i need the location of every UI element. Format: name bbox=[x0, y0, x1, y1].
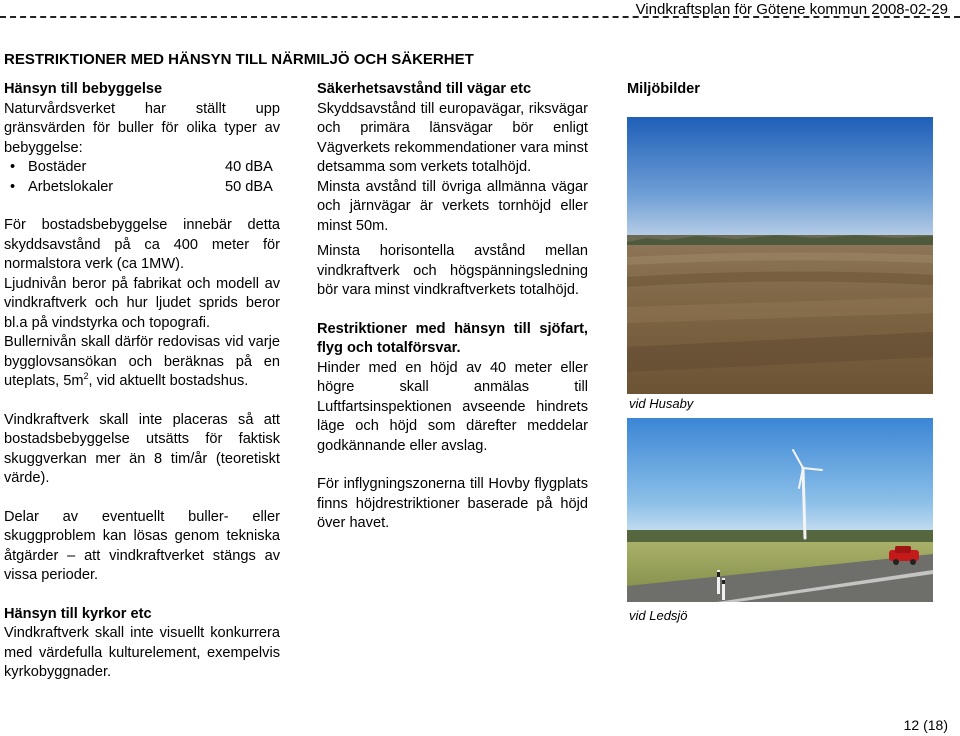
column-left bbox=[4, 80, 280, 683]
list-item bbox=[4, 158, 280, 178]
list-item-value: 40 dBA bbox=[225, 159, 273, 175]
paragraph-tekniska-atgarder: Delar av eventuellt buller- eller skuggproblem kan lösas genom tekniska åtgärder – att vindkraftverket stängs av vissa perioder. bbox=[4, 508, 280, 583]
paragraph-intro: Naturvårdsverket har ställt upp gränsvärden för buller för olika typer av bebyggelse: bbox=[4, 100, 280, 156]
list-item bbox=[4, 178, 280, 198]
photo-caption-husaby: vid Husaby bbox=[629, 396, 694, 411]
list-item-label: Arbetslokaler bbox=[28, 178, 114, 195]
paragraph-bullerniva: Bullernivån skall därför redovisas vid varje bygglovsansökan och beräknas på en uteplats, $5m^2$, vid aktuellt bostadshus. bbox=[4, 334, 280, 389]
paragraph-luftfartsinspektionen: Hinder med en höjd av 40 meter eller högre skall anmälas till Luftfartsinspektionen avseende hindrets läge och höjd som därefter meddelar godkännande eller avslag. bbox=[317, 359, 588, 454]
page-title: RESTRIKTIONER MED HÄNSYN TILL NÄRMILJÖ OCH SÄKERHET bbox=[4, 51, 474, 68]
noise-limits-list bbox=[4, 158, 280, 197]
list-item-label: Bostäder bbox=[28, 159, 87, 175]
section-heading-sakerhetsavstand: Säkerhetsavstånd till vägar etc bbox=[317, 81, 532, 97]
document-header-title: Vindkraftsplan för Götene kommun 2008-02-29 bbox=[635, 1, 948, 18]
column-right bbox=[627, 80, 933, 100]
column-middle bbox=[317, 80, 588, 534]
paragraph-allmanna-vagar: Minsta avstånd till övriga allmänna vägar och järnvägar är verkets tornhöjd eller minst 50m. bbox=[317, 178, 588, 234]
wind-turbine-photo-ledsjo bbox=[627, 418, 933, 602]
paragraph-kyrkor: Vindkraftverk skall inte visuellt konkurrera med värdefulla kulturelement, exempelvis kyrkobyggnader. bbox=[4, 625, 280, 680]
paragraph-skyddsavstand: För bostadsbebyggelse innebär detta skyddsavstånd på ca 400 meter för normalstora verk (ca 1MW). bbox=[4, 217, 280, 272]
section-heading-kyrkor: Hänsyn till kyrkor etc bbox=[4, 605, 152, 622]
paragraph-skuggverkan: Vindkraftverk skall inte placeras så att bostadsbebyggelse utsätts för faktisk skuggverkan mer än 8 tim/år (teoretiskt värde). bbox=[4, 411, 280, 486]
section-heading-sjofart-flyg: Restriktioner med hänsyn till sjöfart, flyg och totalförsvar. bbox=[317, 320, 588, 356]
photo-caption-ledsjo: vid Ledsjö bbox=[629, 608, 688, 623]
paragraph-hogspanning: Minsta horisontella avstånd mellan vindkraftverk och högspänningsledning bör vara minst vindkraftverkets totalhöjd. bbox=[317, 243, 588, 298]
paragraph-europavagar: Skyddsavstånd till europavägar, riksvägar och primära länsvägar bör enligt Vägverkets rekommendationer vara minst detsamma som verkets totalhöjd. bbox=[317, 100, 588, 175]
paragraph-ljudniva: Ljudnivån beror på fabrikat och modell av vindkraftverk och hur ljudet sprids beror bl.a på vindstyrka och topografi. bbox=[4, 275, 280, 331]
landscape-photo-husaby bbox=[627, 117, 933, 394]
page-number: 12 (18) bbox=[903, 717, 948, 733]
section-heading-bebyggelse: Hänsyn till bebyggelse bbox=[4, 81, 163, 97]
section-heading-miljobilder: Miljöbilder bbox=[627, 81, 700, 97]
list-item-value: 50 dBA bbox=[225, 178, 273, 195]
paragraph-hovby: För inflygningszonerna till Hovby flygplats finns höjdrestriktioner baserade på höjd över havet. bbox=[317, 476, 588, 531]
